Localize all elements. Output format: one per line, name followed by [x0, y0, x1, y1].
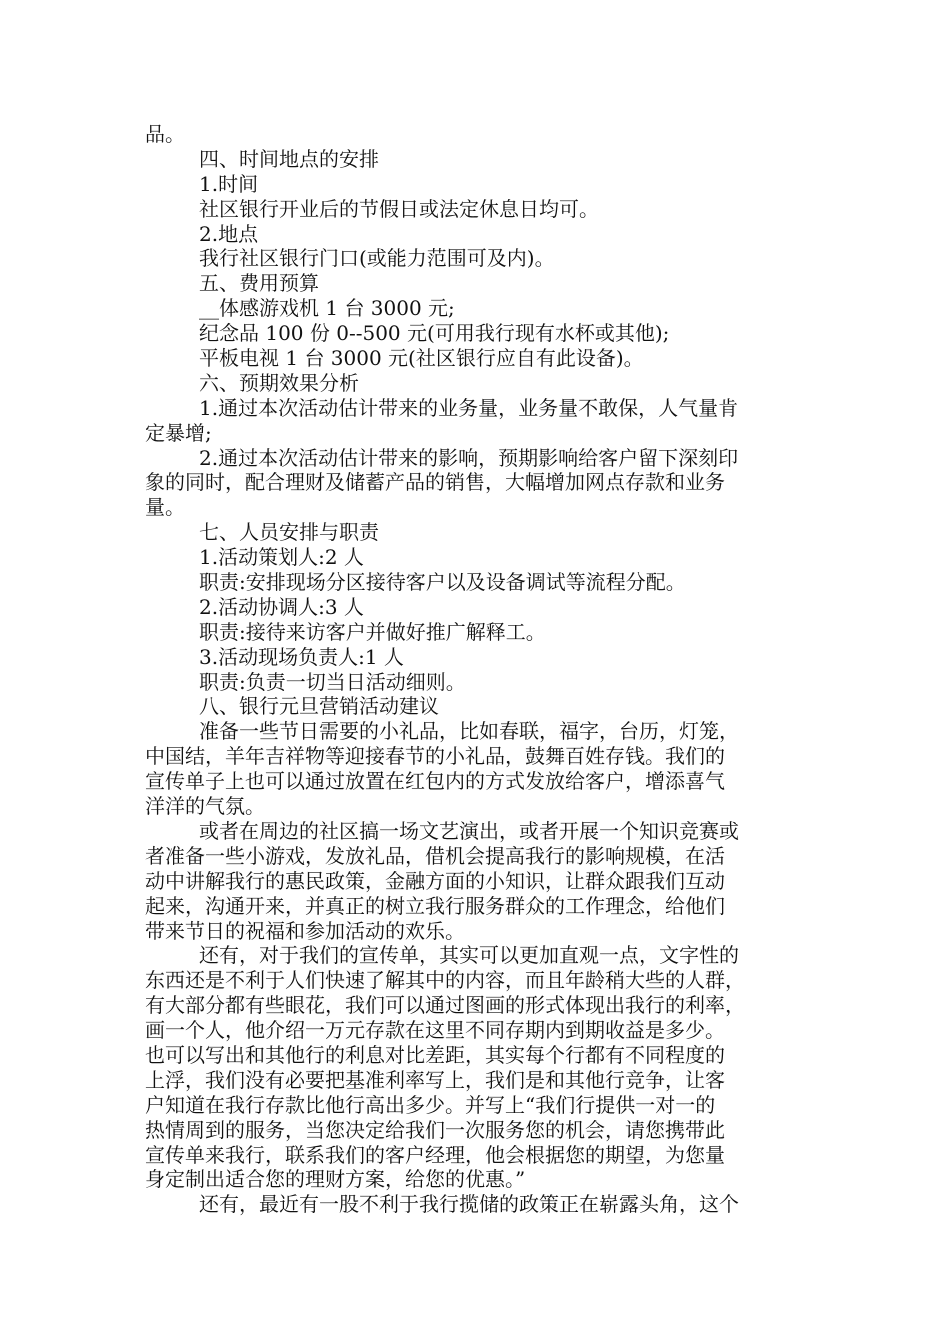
text-line: 我行社区银行门口(或能力范围可及内)。: [199, 246, 555, 271]
text-line: 2.通过本次活动估计带来的影响，预期影响给客户留下深刻印: [199, 445, 739, 470]
text-line: 四、时间地点的安排: [199, 146, 379, 171]
text-line: 身定制出适合您的理财方案，给您的优惠。”: [145, 1167, 526, 1192]
text-line: 宣传单来我行，联系我们的客户经理，他会根据您的期望，为您量: [145, 1142, 725, 1167]
text-line: 职责:安排现场分区接待客户以及设备调试等流程分配。: [199, 570, 686, 595]
text-line: 东西还是不利于人们快速了解其中的内容，而且年龄稍大些的人群，: [145, 968, 745, 993]
text-line: 社区银行开业后的节假日或法定休息日均可。: [199, 196, 599, 221]
text-line: 宣传单子上也可以通过放置在红包内的方式发放给客户，增添喜气: [145, 769, 725, 794]
text-line: 上浮，我们没有必要把基准利率写上，我们是和其他行竞争，让客: [145, 1067, 725, 1092]
text-line: 2.地点: [199, 221, 259, 246]
text-line: 1.活动策划人:2 人: [199, 545, 364, 570]
text-line: 纪念品 100 份 0--500 元(可用我行现有水杯或其他);: [199, 321, 670, 346]
text-line: 或者在周边的社区搞一场文艺演出，或者开展一个知识竞赛或: [199, 818, 739, 843]
text-line: 动中讲解我行的惠民政策，金融方面的小知识，让群众跟我们互动: [145, 868, 725, 893]
text-line: 户知道在我行存款比他行高出多少。并写上“我们行提供一对一的: [145, 1092, 716, 1117]
text-line: 还有，对于我们的宣传单，其实可以更加直观一点，文字性的: [199, 943, 739, 968]
text-line: 起来，沟通开来，并真正的树立我行服务群众的工作理念，给他们: [145, 893, 725, 918]
document-body: [145, 122, 810, 1217]
text-line: 也可以写出和其他行的利息对比差距，其实每个行都有不同程度的: [145, 1042, 725, 1067]
text-line: 3.活动现场负责人:1 人: [199, 644, 404, 669]
text-line: 品。: [145, 122, 185, 146]
text-line: 量。: [145, 495, 185, 520]
text-line: 洋洋的气氛。: [145, 794, 265, 819]
text-line: 八、银行元旦营销活动建议: [199, 694, 439, 719]
text-line: 职责:负责一切当日活动细则。: [199, 669, 466, 694]
text-line: 象的同时，配合理财及储蓄产品的销售，大幅增加网点存款和业务: [145, 470, 725, 495]
text-line: 还有，最近有一股不利于我行揽储的政策正在崭露头角，这个: [199, 1192, 739, 1217]
text-line: 七、人员安排与职责: [199, 520, 379, 545]
text-line: 热情周到的服务，当您决定给我们一次服务您的机会，请您携带此: [145, 1117, 725, 1142]
text-line: 五、费用预算: [199, 271, 319, 296]
text-line: 带来节日的祝福和参加活动的欢乐。: [145, 918, 465, 943]
text-line: 2.活动协调人:3 人: [199, 594, 364, 619]
text-line: 1.时间: [199, 171, 259, 196]
text-line: 六、预期效果分析: [199, 370, 359, 395]
text-line: 1.通过本次活动估计带来的业务量，业务量不敢保，人气量肯: [199, 395, 739, 420]
text-line: 者准备一些小游戏，发放礼品，借机会提高我行的影响规模，在活: [145, 843, 725, 868]
text-line: 画一个人，他介绍一万元存款在这里不同存期内到期收益是多少。: [145, 1018, 725, 1043]
text-line: 职责:接待来访客户并做好推广解释工。: [199, 619, 546, 644]
text-line: 中国结，羊年吉祥物等迎接春节的小礼品，鼓舞百姓存钱。我们的: [145, 744, 725, 769]
text-line: 平板电视 1 台 3000 元(社区银行应自有此设备)。: [199, 346, 644, 371]
text-line: 准备一些节日需要的小礼品，比如春联，福字，台历，灯笼，: [199, 719, 739, 744]
text-line: 定暴增;: [145, 420, 212, 445]
text-line: __体感游戏机 1 台 3000 元;: [199, 296, 455, 321]
text-line: 有大部分都有些眼花，我们可以通过图画的形式体现出我行的利率，: [145, 993, 745, 1018]
